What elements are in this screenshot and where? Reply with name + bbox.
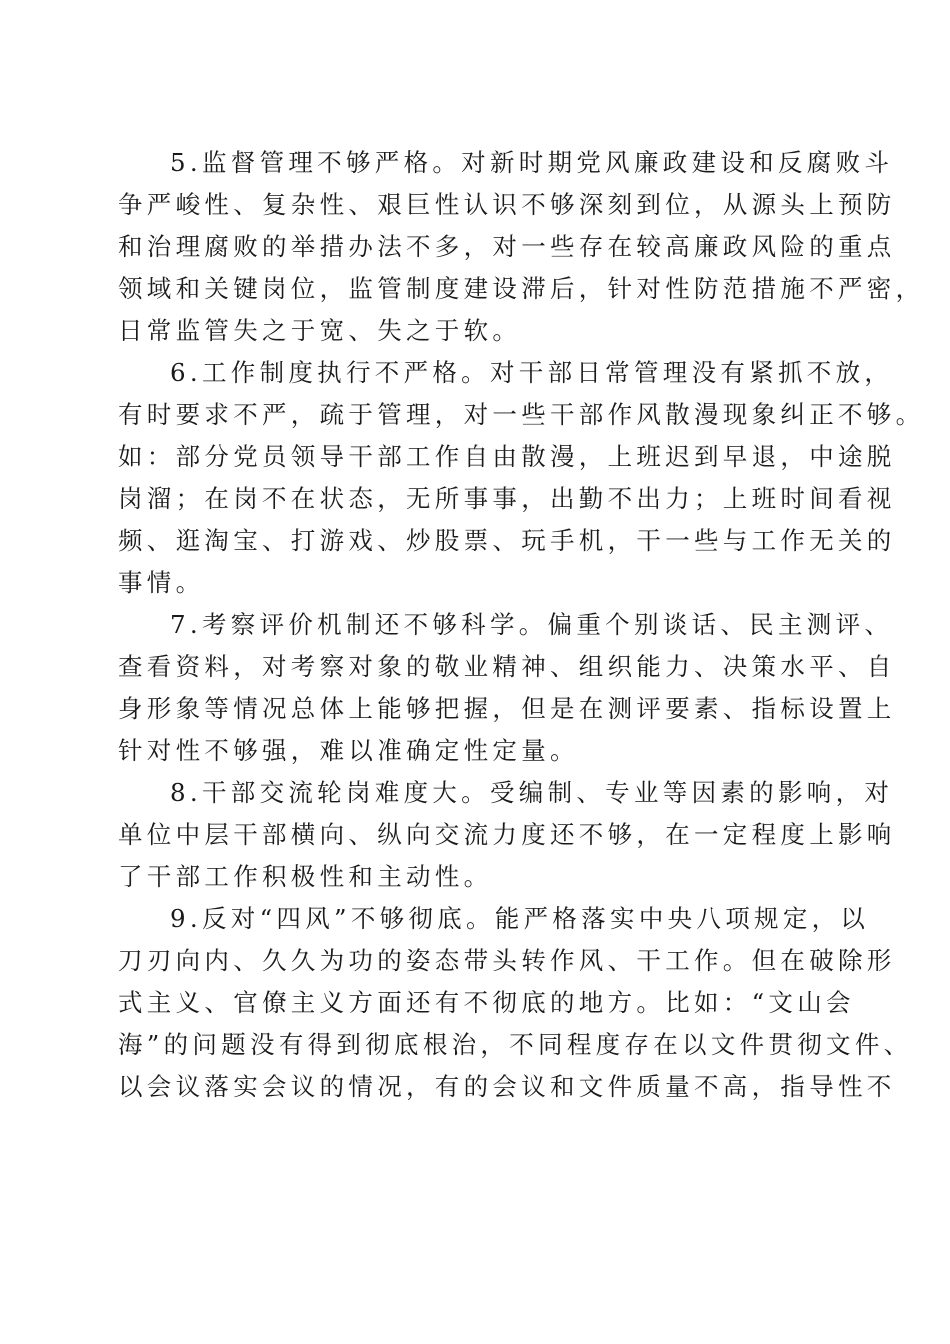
- paragraph-line: 刀刃向内、久久为功的姿态带头转作风、干工作。但在破除形: [118, 946, 896, 975]
- paragraph-line: 有时要求不严，疏于管理，对一些干部作风散漫现象纠正不够。: [118, 400, 925, 429]
- paragraph-line: 8.干部交流轮岗难度大。受编制、专业等因素的影响，对: [170, 778, 894, 807]
- paragraph-6: [118, 352, 925, 604]
- paragraph-line: 以会议落实会议的情况，有的会议和文件质量不高，指导性不: [118, 1072, 896, 1101]
- paragraph-line: 领域和关键岗位，监管制度建设滞后，针对性防范措施不严密，: [118, 274, 925, 303]
- paragraph-line: 了干部工作积极性和主动性。: [118, 862, 493, 891]
- paragraph-8: [118, 772, 896, 898]
- paragraph-line: 5.监督管理不够严格。对新时期党风廉政建设和反腐败斗: [170, 148, 894, 177]
- paragraph-9: [118, 898, 913, 1108]
- paragraph-line: 岗溜；在岗不在状态，无所事事，出勤不出力；上班时间看视: [118, 484, 896, 513]
- paragraph-line: 如：部分党员领导干部工作自由散漫，上班迟到早退，中途脱: [118, 442, 896, 471]
- paragraph-line: 6.工作制度执行不严格。对干部日常管理没有紧抓不放，: [170, 358, 894, 387]
- paragraph-line: 身形象等情况总体上能够把握，但是在测评要素、指标设置上: [118, 694, 896, 723]
- paragraph-line: 日常监管失之于宽、失之于软。: [118, 316, 522, 345]
- paragraph-line: 查看资料，对考察对象的敬业精神、组织能力、决策水平、自: [118, 652, 896, 681]
- paragraph-line: 式主义、官僚主义方面还有不彻底的地方。比如：“文山会: [118, 988, 855, 1017]
- paragraph-line: 单位中层干部横向、纵向交流力度还不够，在一定程度上影响: [118, 820, 896, 849]
- paragraph-7: [118, 604, 896, 772]
- paragraph-line: 频、逛淘宝、打游戏、炒股票、玩手机，干一些与工作无关的: [118, 526, 896, 555]
- paragraph-line: 7.考察评价机制还不够科学。偏重个别谈话、民主测评、: [170, 610, 894, 639]
- document-body: [118, 142, 925, 1108]
- paragraph-5: [118, 142, 925, 352]
- paragraph-line: 针对性不够强，难以准确定性定量。: [118, 736, 579, 765]
- paragraph-line: 和治理腐败的举措办法不多，对一些存在较高廉政风险的重点: [118, 232, 896, 261]
- paragraph-line: 争严峻性、复杂性、艰巨性认识不够深刻到位，从源头上预防: [118, 190, 896, 219]
- paragraph-line: 9.反对“四风”不够彻底。能严格落实中央八项规定，以: [170, 904, 870, 933]
- paragraph-line: 事情。: [118, 568, 205, 597]
- paragraph-line: 海”的问题没有得到彻底根治，不同程度存在以文件贯彻文件、: [118, 1030, 913, 1059]
